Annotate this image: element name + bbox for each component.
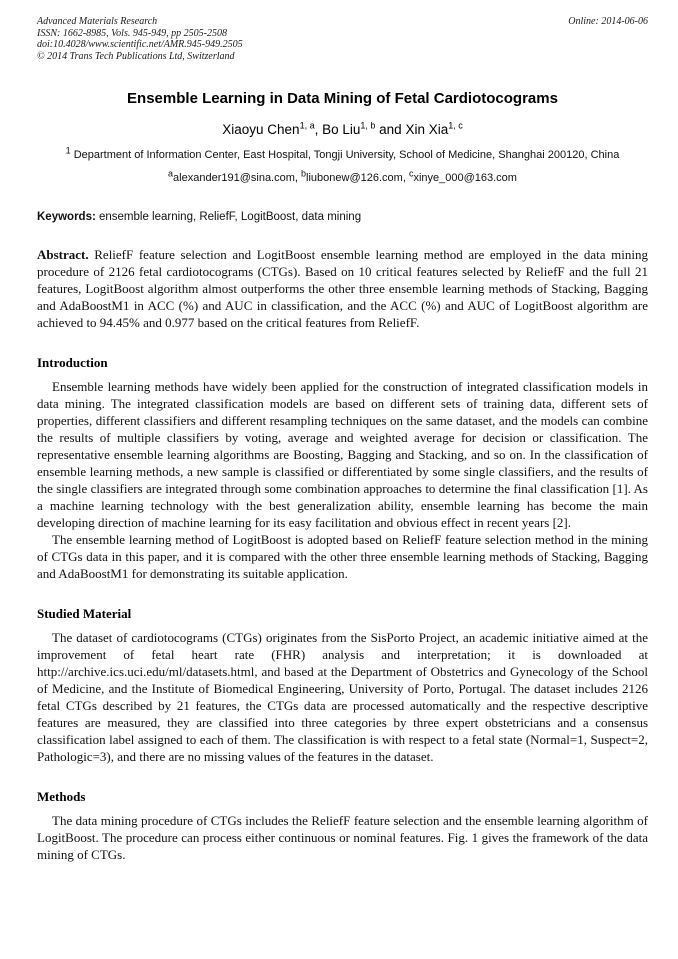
issn-line: ISSN: 1662-8985, Vols. 945-949, pp 2505-2508: [37, 27, 227, 39]
keywords-label: Keywords:: [37, 211, 96, 223]
affiliation-text: Department of Information Center, East Hospital, Tongji University, School of Medicine, Shanghai 200120, China: [70, 149, 620, 161]
section-heading-studied-material: Studied Material: [37, 606, 132, 621]
email-address: liubonew@126.com: [306, 172, 403, 184]
email-address: alexander191@sina.com: [173, 172, 295, 184]
section-heading-methods: Methods: [37, 789, 86, 804]
author-name: Xiaoyu Chen: [222, 122, 300, 137]
copyright-line: © 2014 Trans Tech Publications Ltd, Switzerland: [37, 50, 235, 62]
author-sup: 1, a: [299, 120, 315, 131]
affiliation-sup: 1: [65, 145, 71, 156]
abstract: [37, 246, 648, 331]
section-heading-introduction: Introduction: [37, 355, 108, 370]
doi-line: doi:10.4028/www.scientific.net/AMR.945-949.2505: [37, 39, 243, 50]
journal-name: Advanced Materials Research: [37, 16, 158, 27]
page-header: [37, 16, 648, 62]
email-sup: b: [301, 168, 307, 179]
paragraph: The data mining procedure of CTGs includes the ReliefF feature selection and the ensemble learning algorithm of LogitBoost. The procedure can process either continuous or nominal features. Fig. 1 gives the framework of the data mining of CTGs.: [37, 813, 648, 862]
keywords-text: ensemble learning, ReliefF, LogitBoost, data mining: [95, 211, 362, 223]
email-sup: c: [408, 168, 414, 179]
abstract-label: Abstract.: [37, 247, 89, 262]
email-separator: ,: [294, 172, 302, 184]
author-name: Bo Liu: [322, 122, 361, 137]
authors-line: [37, 121, 648, 138]
email-address: xinye_000@163.com: [413, 172, 517, 184]
affiliation: [37, 145, 648, 162]
abstract-text: ReliefF feature selection and LogitBoost ensemble learning method are employed in the data mining procedure of 2126 fetal cardiotocograms (CTGs). Based on 10 critical features selected by ReliefF and the full 21 features, LogitBoost algorithm almost outperforms the other three ensemble learning methods of Stacking, Bagging and AdaBoostM1 in ACC (%) and AUC in classification, and the ACC (%) and AUC of LogitBoost algorithm are achieved to 94.45% and 0.977 based on the critical features from ReliefF.: [37, 247, 648, 330]
email-separator: ,: [402, 172, 409, 184]
author-sup: 1, b: [360, 120, 376, 131]
online-date: Online: 2014-06-06: [568, 16, 648, 27]
publication-info: [37, 16, 243, 62]
paragraph: Ensemble learning methods have widely been applied for the construction of integrated classification models in data mining. The integrated classification models are based on different sets of training data, different sets of properties, different classifiers and different resampling techniques on the same dataset, and the models can combine the results of multiple classifiers by voting, average and weighted average for decision or classification. The representative ensemble learning algorithms are Boosting, Bagging and Stacking, and so on. In the classification of ensemble learning methods, a new sample is classified or differentiated by some single classifiers, and the results of the single classifiers are integrated through some combination approaches to determine the final classification [1]. As a machine learning technology with the best generalization ability, ensemble learning has become the main developing direction of machine learning for its easy facilitation and obvious effect in recent years [2].: [37, 379, 648, 530]
paper-title: Ensemble Learning in Data Mining of Fetal Cardiotocograms: [127, 90, 558, 107]
keywords-line: [37, 210, 648, 224]
emails-line: [37, 168, 648, 185]
author-sup: 1, c: [448, 120, 463, 131]
author-name: Xin Xia: [405, 122, 449, 137]
author-separator: ,: [314, 122, 323, 137]
paragraph: The ensemble learning method of LogitBoost is adopted based on ReliefF feature selection method in the mining of CTGs data in this paper, and it is compared with the other three ensemble learning methods of Stacking, Bagging and AdaBoostM1 for demonstrating its suitable application.: [37, 532, 648, 581]
email-sup: a: [168, 168, 174, 179]
author-separator: and: [375, 122, 406, 137]
paragraph: The dataset of cardiotocograms (CTGs) originates from the SisPorto Project, an academic initiative aimed at the improvement of fetal heart rate (FHR) analysis and interpretation; it is downloaded at http://archive.ics.uci.edu/ml/datasets.html, and based at the Department of Obstetrics and Gynecology of the School of Medicine, and the Institute of Biomedical Engineering, University of Porto, Portugal. The dataset includes 2126 fetal CTGs described by 21 features, the CTGs data are processed automatically and the respective descriptive features are measured, they are classified into three categories by three expert obstetricians and a consensus classification label assigned to each of them. The classification is with respect to a fetal state (Normal=1, Suspect=2, Pathologic=3), and there are no missing values of the features in the dataset.: [37, 630, 648, 764]
